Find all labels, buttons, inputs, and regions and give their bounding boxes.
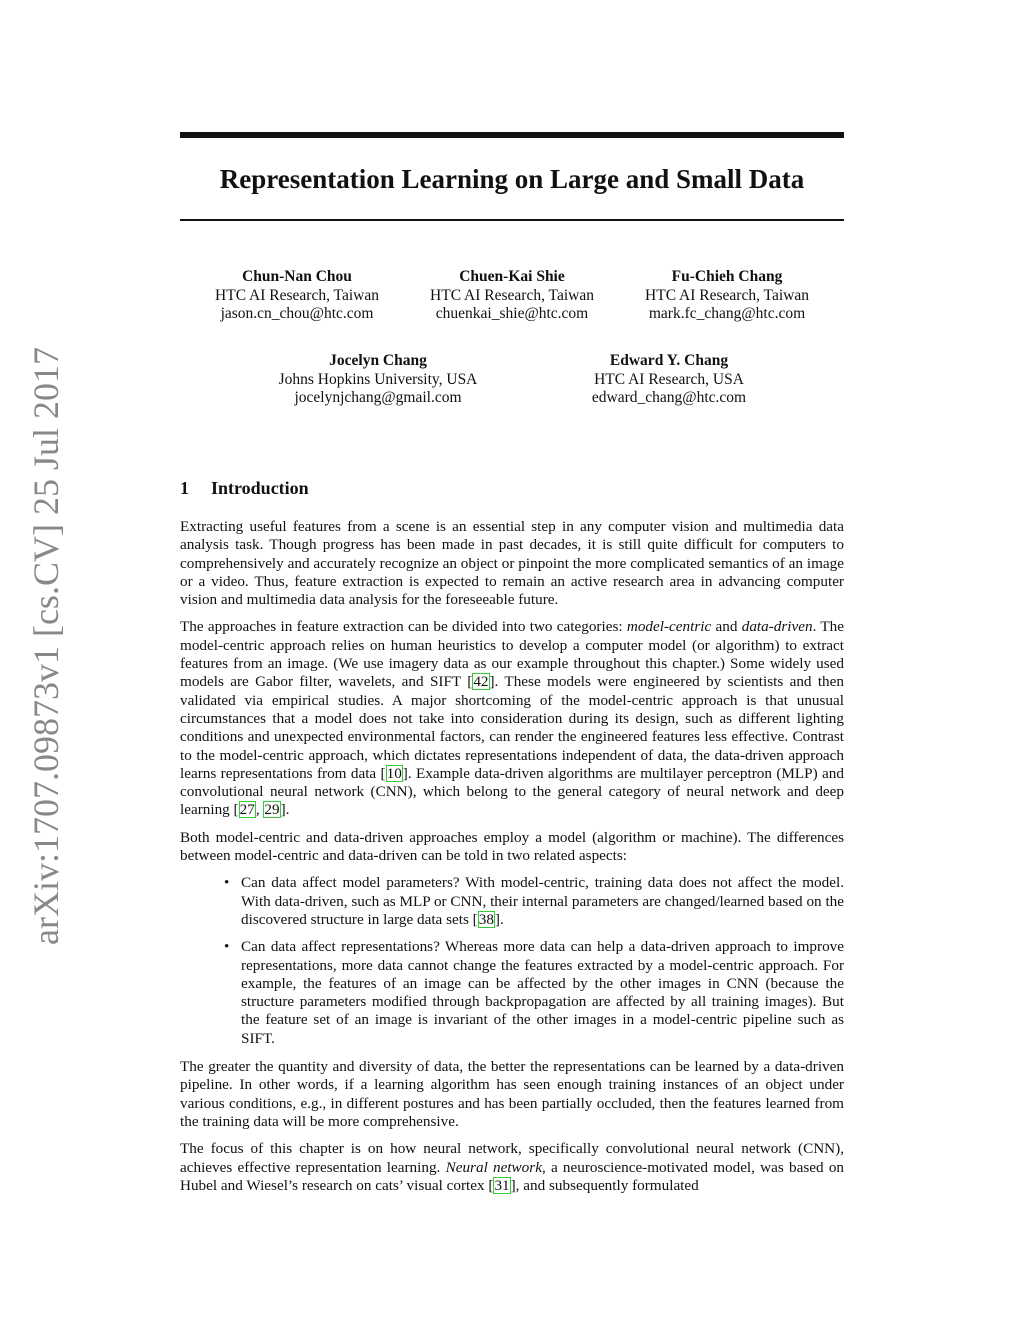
citation-link[interactable]: 27 <box>239 801 255 819</box>
text-run: , a neuroscience-motivated model, was based on Hubel and Wiesel’s research on cats’ visual cortex [ <box>180 1158 845 1194</box>
text-run: The focus of this chapter is on how neural network, specifically convolutional neural network (CNN), achieves effective representation learning. <box>180 1140 844 1176</box>
author-block <box>607 268 847 324</box>
bullet-icon: • <box>224 874 230 892</box>
text-run: , <box>255 801 264 819</box>
emphasis: Neural network <box>445 1158 542 1176</box>
text-run: Can data affect representations? Whereas more data can help a data-driven approach to improve representations, more data cannot change the features extracted by a model-centric approach. For example, the features of an image can be affected by the other images in CNN (because the structure parameters modified through backpropagation are affected by all training images). But the feature set of an image is invariant of the other images in a model-centric pipeline such as SIFT. <box>241 938 844 1047</box>
text-run: The approaches in feature extraction can be divided into two categories: <box>180 618 627 636</box>
paragraph <box>180 618 844 819</box>
section-title: Introduction <box>211 478 309 498</box>
author-affiliation: Johns Hopkins University, USA <box>278 370 478 388</box>
author-email: jason.cn_chou@htc.com <box>220 305 374 322</box>
author-block <box>392 268 632 324</box>
text-run: ]. Example data-driven algorithms are multilayer perceptron (MLP) and convolutional neural network (CNN), which belong to the general category of neural network and deep learning [ <box>180 764 844 819</box>
text-run: ]. These models were engineered by scientists and then validated via empirical studies. A major shortcoming of the model-centric approach is that unusual circumstances that a model does not take into consideration during its design, such as different lighting conditions and unexpected environmental factors, can render the engineered features less effective. Contrast to the model-centric approach, which dictates representations independent of data, the data-driven approach learns representations from data [ <box>180 673 844 782</box>
author-affiliation: HTC AI Research, Taiwan <box>430 286 594 304</box>
list-item <box>224 938 844 1048</box>
author-affiliation: HTC AI Research, USA <box>594 370 744 388</box>
text-run: ]. <box>494 910 504 928</box>
paragraph: Both model-centric and data-driven approaches employ a model (algorithm or machine). The differences between model-centric and data-driven can be told in two related aspects: <box>180 828 844 865</box>
paper-title: Representation Learning on Large and Small Data <box>219 164 805 194</box>
text-run: and <box>711 618 742 636</box>
citation-link[interactable]: 42 <box>473 673 489 691</box>
author-block <box>177 268 417 324</box>
author-name: Jocelyn Chang <box>329 352 427 369</box>
citation-link[interactable]: 10 <box>386 764 402 782</box>
author-name: Edward Y. Chang <box>609 352 729 369</box>
paragraph: Extracting useful features from a scene is an essential step in any computer vision and multimedia data analysis task. Though progress has been made in past decades, it is still quite difficult for computers to comprehensively and accurately recognize an object or pinpoint the more complicated semantics of an image or a video. Thus, feature extraction is expected to remain an active research area in advancing computer vision and multimedia data analysis for the foreseeable future. <box>180 518 844 609</box>
list-item <box>224 874 844 929</box>
text-run: Can data affect model parameters? With model-centric, training data does not affect the model. With data-driven, such as MLP or CNN, their internal parameters are changed/learned based on the discovered structure in large data sets [ <box>241 874 844 928</box>
title-top-rule <box>180 132 844 138</box>
text-run: . The model-centric approach relies on human heuristics to develop a computer model (or algorithm) to extract features from an image. (We use imagery data as our example throughout this chapter.) Some widely used models are Gabor filter, wavelets, and SIFT [ <box>180 618 844 691</box>
title-bottom-rule <box>180 219 844 221</box>
paragraph: The greater the quantity and diversity of data, the better the representations can be learned by a data-driven pipeline. In other words, if a learning algorithm has seen enough training instances of an object under various conditions, e.g., in different postures and has been partially occluded, then the features learned from the training data will be more comprehensive. <box>180 1058 844 1130</box>
text-run: ], and subsequently formulated <box>510 1176 699 1194</box>
citation-link[interactable]: 29 <box>264 801 280 819</box>
author-name: Chuen-Kai Shie <box>459 268 565 285</box>
text-run: ]. <box>280 801 290 819</box>
author-email: chuenkai_shie@htc.com <box>435 305 589 322</box>
author-name: Chun-Nan Chou <box>242 268 352 285</box>
emphasis: data-driven <box>741 618 813 636</box>
paragraph <box>180 1140 844 1195</box>
bullet-list <box>180 874 844 1048</box>
author-block <box>549 352 789 408</box>
emphasis: model-centric <box>626 618 712 636</box>
author-email: jocelynjchang@gmail.com <box>294 389 462 406</box>
citation-link[interactable]: 31 <box>494 1176 510 1194</box>
citation-link[interactable]: 38 <box>478 910 494 928</box>
section-number: 1 <box>180 478 189 498</box>
arxiv-identifier: arXiv:1707.09873v1 [cs.CV] 25 Jul 2017 <box>26 347 66 945</box>
author-block <box>258 352 498 408</box>
author-email: mark.fc_chang@htc.com <box>648 305 806 322</box>
author-email: edward_chang@htc.com <box>591 389 747 406</box>
body-text <box>180 518 844 1204</box>
author-affiliation: HTC AI Research, Taiwan <box>645 286 809 304</box>
section-heading <box>180 477 309 499</box>
author-name: Fu-Chieh Chang <box>671 268 783 285</box>
bullet-icon: • <box>224 938 230 956</box>
author-affiliation: HTC AI Research, Taiwan <box>215 286 379 304</box>
